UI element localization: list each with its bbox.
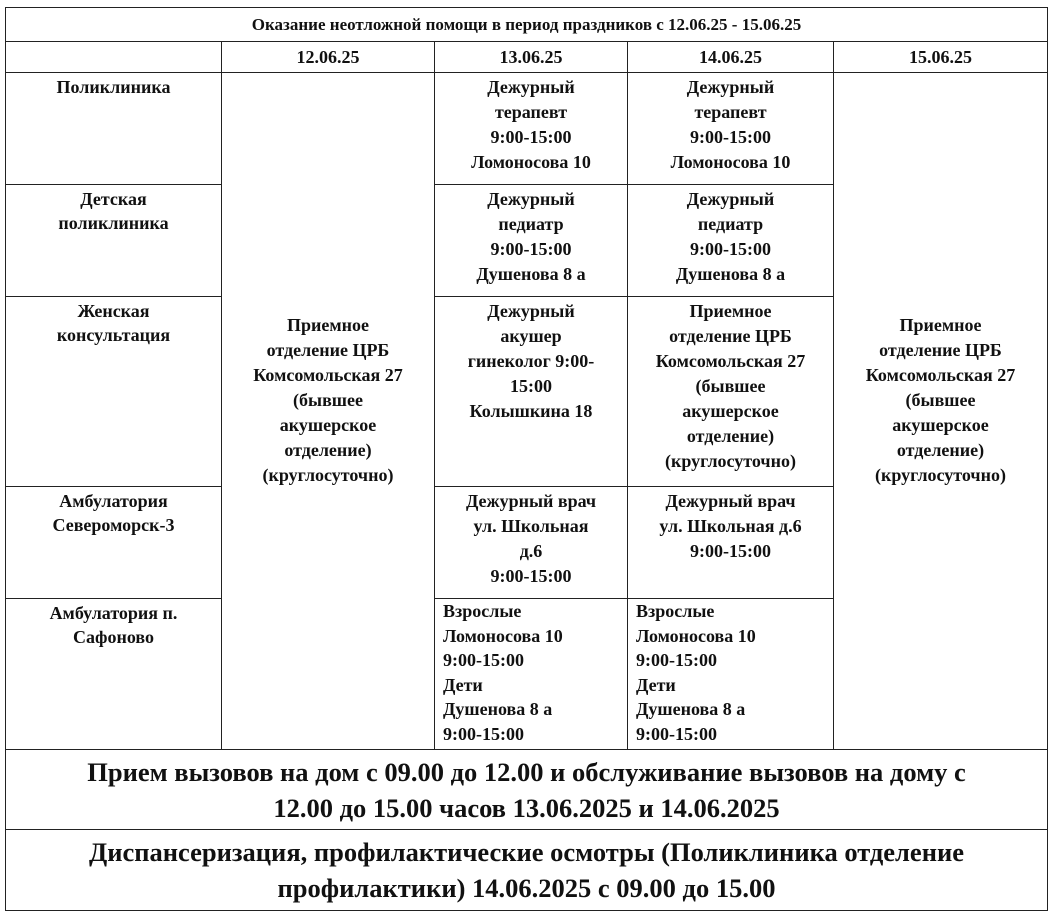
cell-line: 9:00-15:00 [690, 541, 771, 561]
empty-corner-cell [6, 42, 222, 73]
schedule-cell [435, 599, 628, 750]
footer-row [6, 750, 1048, 830]
title-row [6, 8, 1048, 42]
note-line: Прием вызовов на дом с 09.00 до 12.00 и обслуживание вызовов на дому с [87, 756, 966, 787]
cell-line: 9:00-15:00 [490, 239, 572, 259]
cell-line: (круглосуточно) [665, 451, 796, 471]
cell-line: Приемное [287, 315, 369, 335]
cell-line: терапевт [694, 102, 767, 122]
org-cell-safonovo [6, 599, 222, 750]
cell-line: Взрослые [636, 601, 715, 621]
note-line: профилактики) 14.06.2025 с 09.00 до 15.00 [277, 873, 776, 903]
cell-line: 9:00-15:00 [690, 239, 771, 259]
org-cell-womens-clinic [6, 297, 222, 487]
org-label: Детская [80, 189, 147, 209]
cell-line: Ломоносова 10 [471, 152, 591, 172]
date-header-row [6, 42, 1048, 73]
cell-line: Душенова 8 а [443, 699, 553, 720]
cell-line: Комсомольская 27 [865, 365, 1016, 385]
cell-line: 9:00-15:00 [443, 723, 524, 744]
cell-line: Душенова 8 а [636, 699, 746, 720]
cell-line: Дети [636, 674, 676, 695]
cell-line: Дежурный [686, 77, 775, 97]
org-label: Амбулатория [59, 491, 168, 511]
cell-line: (круглосуточно) [875, 465, 1006, 485]
cell-line: отделение ЦРБ [879, 340, 1002, 360]
org-label: Сафоново [73, 627, 154, 647]
org-label: поликлиника [58, 213, 169, 233]
cell-line: 9:00-15:00 [490, 127, 572, 147]
date-header-cell: 14.06.25 [628, 42, 834, 73]
schedule-cell [435, 73, 628, 185]
cell-line: 15:00 [510, 376, 552, 396]
cell-line: 9:00-15:00 [690, 127, 771, 147]
schedule-cell [628, 487, 834, 599]
org-cell-children-polyclinic [6, 185, 222, 297]
home-calls-note [6, 750, 1048, 830]
schedule-cell [628, 599, 834, 750]
org-label: Амбулатория п. [49, 603, 178, 623]
cell-line: Приемное [899, 315, 982, 335]
cell-line: Душенова 8 а [476, 264, 586, 284]
cell-line: отделение) [686, 426, 775, 446]
schedule-cell [435, 297, 628, 487]
cell-line: (бывшее [695, 376, 766, 396]
table-row [6, 73, 1048, 185]
cell-line: (круглосуточно) [262, 465, 394, 485]
cell-line: акушерское [279, 415, 377, 435]
cell-line: Приемное [689, 301, 772, 321]
cell-line: Дежурный врач [465, 491, 597, 511]
org-cell-polyclinic [6, 73, 222, 185]
schedule-cell [628, 185, 834, 297]
cell-line: педиатр [697, 214, 764, 234]
org-label: консультация [56, 325, 171, 345]
schedule-cell [435, 185, 628, 297]
table-title: Оказание неотложной помощи в период праздников с 12.06.25 - 15.06.25 [6, 8, 1048, 42]
cell-line: Взрослые [443, 601, 522, 621]
cell-line: Дежурный [487, 189, 575, 209]
cell-line: Дежурный [686, 189, 775, 209]
cell-line: Ломоносова 10 [670, 152, 791, 172]
cell-line: ул. Школьная д.6 [659, 516, 802, 536]
schedule-cell [628, 73, 834, 185]
cell-line: (бывшее [293, 390, 363, 410]
holiday-care-schedule-table [5, 7, 1048, 911]
date-header-cell: 12.06.25 [222, 42, 435, 73]
checkup-note [6, 830, 1048, 911]
org-label: Женская [77, 301, 150, 321]
cell-line: Дежурный врач [665, 491, 796, 511]
date-header-cell: 13.06.25 [435, 42, 628, 73]
cell-line: акушерское [682, 401, 779, 421]
org-cell-severomorsk-3 [6, 487, 222, 599]
cell-line: 9:00-15:00 [443, 650, 524, 671]
schedule-cell [628, 297, 834, 487]
cell-line: ул. Школьная [473, 516, 589, 536]
cell-line: отделение ЦРБ [266, 340, 390, 360]
org-label: Североморск-3 [52, 515, 175, 535]
cell-line: акушер [500, 326, 562, 346]
cell-line: Душенова 8 а [675, 264, 786, 284]
cell-line: Ломоносова 10 [636, 625, 756, 646]
date-header-cell: 15.06.25 [834, 42, 1048, 73]
cell-line: 9:00-15:00 [636, 723, 717, 744]
cell-line: отделение ЦРБ [669, 326, 792, 346]
cell-line: д.6 [519, 541, 543, 561]
cell-line: Комсомольская 27 [253, 365, 403, 385]
note-line: Диспансеризация, профилактические осмотры (Поликлиника отделение [88, 837, 964, 867]
cell-line: отделение) [284, 440, 372, 460]
note-line: 12.00 до 15.00 часов 13.06.2025 и 14.06.2025 [273, 792, 780, 823]
cell-line: 9:00-15:00 [490, 566, 572, 586]
cell-line: 9:00-15:00 [636, 650, 717, 671]
cell-line: гинеколог 9:00- [467, 351, 595, 371]
cell-line: отделение) [896, 440, 985, 460]
cell-line: Дети [443, 674, 483, 695]
cell-line: Ломоносова 10 [443, 625, 563, 646]
cell-line: Дежурный [487, 301, 575, 321]
cell-line: Комсомольская 27 [655, 351, 806, 371]
cell-line: (бывшее [905, 390, 976, 410]
footer-row [6, 830, 1048, 911]
org-label: Поликлиника [56, 77, 171, 97]
cell-line: акушерское [892, 415, 989, 435]
cell-line: Колышкина 18 [469, 401, 593, 421]
reception-cell-day1 [222, 73, 435, 750]
cell-line: педиатр [498, 214, 564, 234]
cell-line: терапевт [494, 102, 568, 122]
schedule-cell [435, 487, 628, 599]
cell-line: Дежурный [487, 77, 575, 97]
reception-cell-day4 [834, 73, 1048, 750]
